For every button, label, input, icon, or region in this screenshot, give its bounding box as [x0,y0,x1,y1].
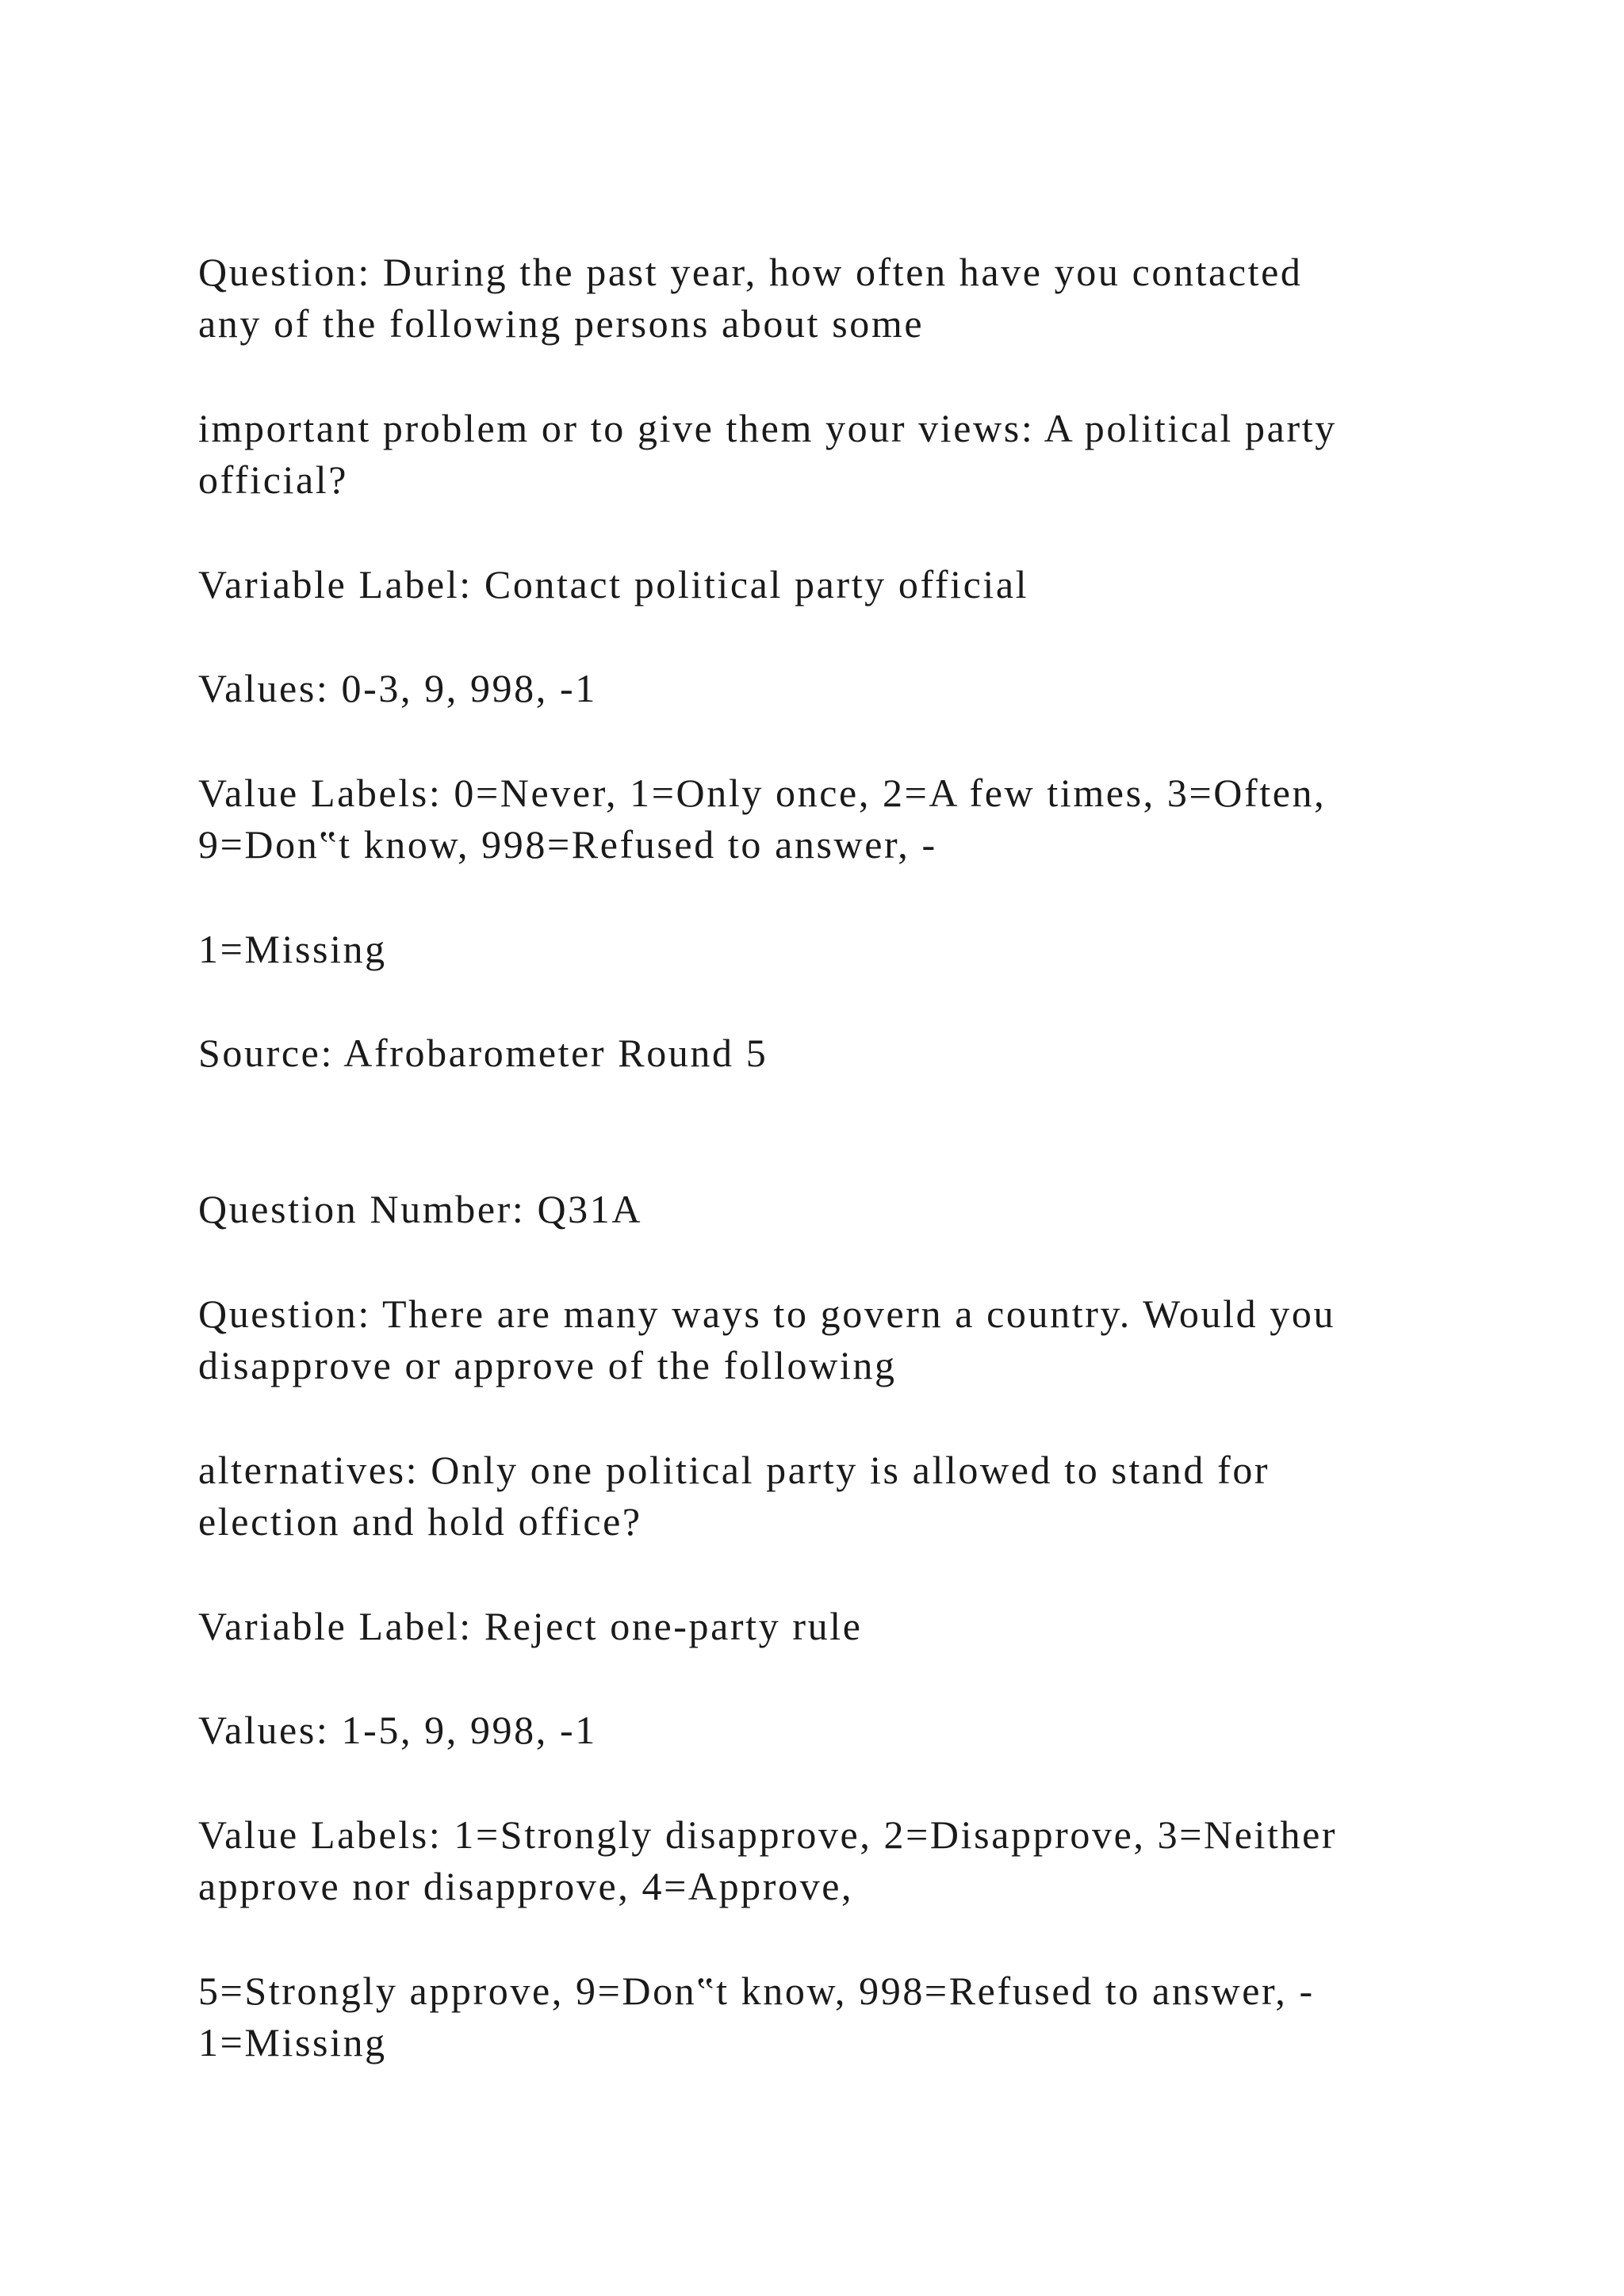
value-labels-line: 5=Strongly approve, 9=Don‟t know, 998=Refused to answer, - [198,1969,1315,2013]
question-text-line: Question: There are many ways to govern a country. Would you [198,1292,1336,1336]
question-text-line: Question: During the past year, how often have you contacted [198,250,1303,294]
question-text-line: any of the following persons about some [198,301,925,346]
value-labels-line: Value Labels: 1=Strongly disapprove, 2=Disapprove, 3=Neither [198,1812,1338,1857]
value-labels-line: 9=Don‟t know, 998=Refused to answer, - [198,822,937,867]
variable-label: Variable Label: Reject one-party rule [198,1604,863,1648]
variable-label: Variable Label: Contact political party official [198,562,1029,607]
value-labels-line: Value Labels: 0=Never, 1=Only once, 2=A few times, 3=Often, [198,771,1327,815]
question-text-line: official? [198,457,349,502]
values-line: Values: 1-5, 9, 998, -1 [198,1708,597,1752]
source-line: Source: Afrobarometer Round 5 [198,1031,768,1075]
question-text-line: election and hold office? [198,1499,642,1544]
value-labels-line: 1=Missing [198,927,387,971]
question-text-line: important problem or to give them your views: A political party [198,406,1337,450]
value-labels-line: 1=Missing [198,2020,387,2064]
question-number: Question Number: Q31A [198,1187,643,1231]
values-line: Values: 0-3, 9, 998, -1 [198,666,597,710]
value-labels-line: approve nor disapprove, 4=Approve, [198,1864,854,1908]
question-text-line: disapprove or approve of the following [198,1343,897,1387]
question-text-line: alternatives: Only one political party is allowed to stand for [198,1448,1270,1492]
